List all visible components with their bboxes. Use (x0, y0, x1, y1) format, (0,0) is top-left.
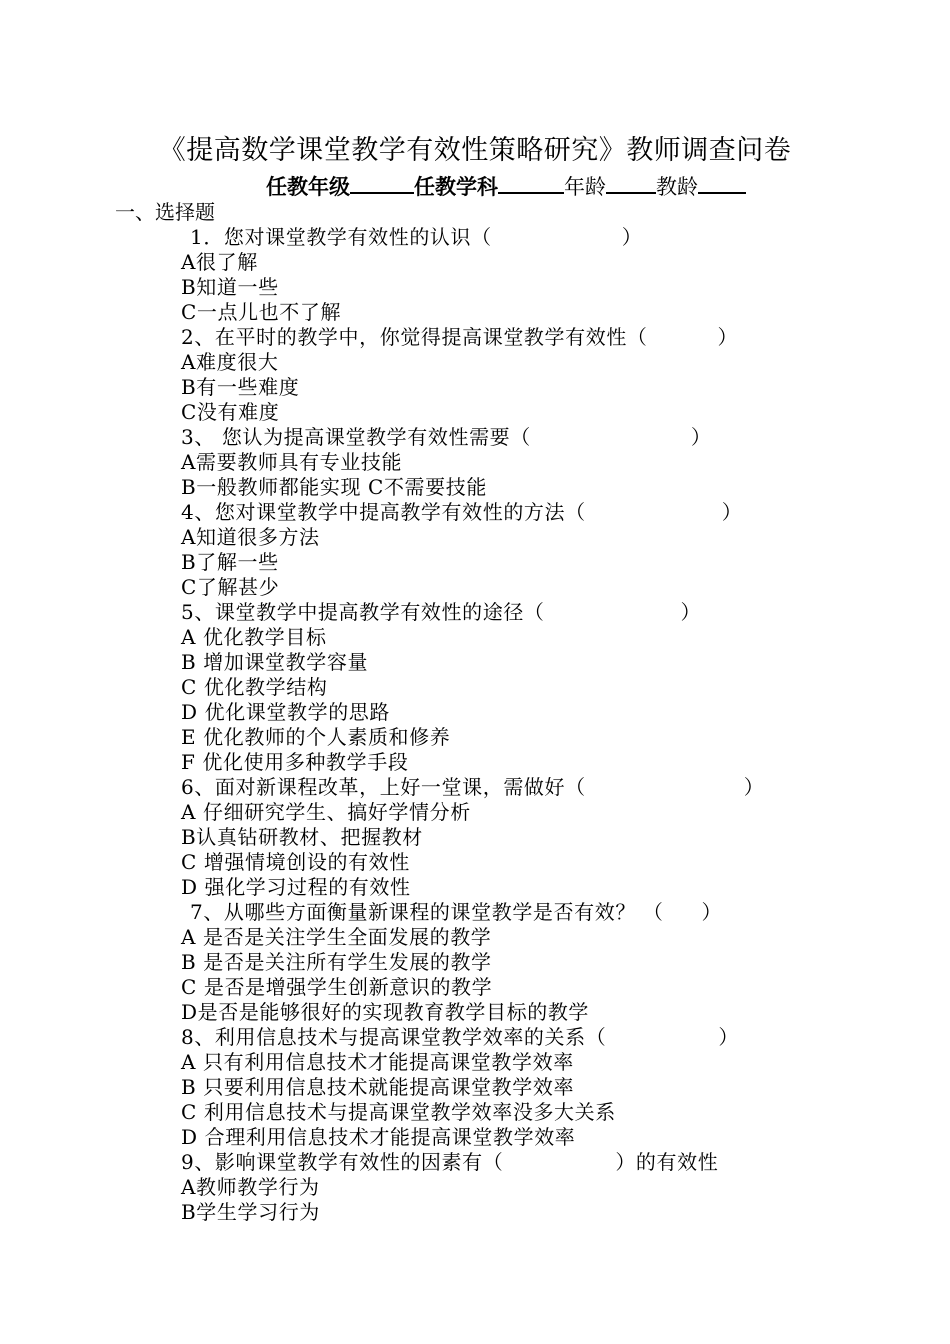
question-text: 1．您对课堂教学有效性的认识（ (190, 225, 492, 249)
subject-blank[interactable] (498, 171, 564, 194)
question-text: 6、面对新课程改革，上好一堂课，需做好（ (181, 775, 586, 799)
question-4 (181, 500, 742, 524)
question-text: 9、影响课堂教学有效性的因素有（ (181, 1150, 504, 1174)
document-title: 《提高数学课堂教学有效性策略研究》教师调查问卷 (158, 135, 792, 166)
teacher-info-line (266, 171, 746, 203)
answer-paren-close: ） (743, 775, 765, 799)
option: A 只有利用信息技术才能提高课堂教学效率 (181, 1050, 574, 1074)
option: D是否是能够很好的实现教育教学目标的教学 (181, 1000, 590, 1024)
option: B认真钻研教材、把握教材 (181, 825, 423, 849)
subject-label: 任教学科 (414, 175, 498, 199)
question-9 (181, 1150, 718, 1174)
option: E 优化教师的个人素质和修养 (181, 725, 451, 749)
question-text: 3、 您认为提高课堂教学有效性需要（ (181, 425, 531, 449)
question-1 (190, 225, 642, 249)
question-3 (181, 425, 712, 449)
option: B知道一些 (181, 275, 279, 299)
option: C没有难度 (181, 400, 280, 424)
option: D 优化课堂教学的思路 (181, 700, 390, 724)
section-heading: 一、选择题 (115, 200, 215, 224)
option: C 是否是增强学生创新意识的教学 (181, 975, 493, 999)
option: A知道很多方法 (181, 525, 320, 549)
option: C 增强情境创设的有效性 (181, 850, 410, 874)
option: D 合理利用信息技术才能提高课堂教学效率 (181, 1125, 576, 1149)
option: A 仔细研究学生、搞好学情分析 (181, 800, 471, 824)
question-text: 5、课堂教学中提高教学有效性的途径（ (181, 600, 545, 624)
option: B 是否是关注所有学生发展的教学 (181, 950, 492, 974)
option: D 强化学习过程的有效性 (181, 875, 411, 899)
question-text: 7、从哪些方面衡量新课程的课堂教学是否有效？ （ (190, 900, 664, 924)
answer-paren-close: ） (621, 225, 643, 249)
question-text: 4、您对课堂教学中提高教学有效性的方法（ (181, 500, 586, 524)
option: B 增加课堂教学容量 (181, 650, 369, 674)
teaching-years-label: 教龄 (656, 175, 698, 199)
answer-paren-close: ） (690, 425, 712, 449)
option: B一般教师都能实现 C不需要技能 (181, 475, 487, 499)
grade-label: 任教年级 (266, 175, 350, 199)
answer-paren-close: ） (680, 600, 702, 624)
option: A教师教学行为 (181, 1175, 320, 1199)
answer-paren-close: ） (718, 1025, 739, 1049)
question-text: 2、在平时的教学中，你觉得提高课堂教学有效性（ (181, 325, 648, 349)
answer-paren-close: ）的有效性 (615, 1150, 719, 1174)
option: C 利用信息技术与提高课堂教学效率没多大关系 (181, 1100, 616, 1124)
option: A难度很大 (181, 350, 279, 374)
question-2 (181, 325, 738, 349)
answer-paren-close: ） (717, 325, 739, 349)
option: C 优化教学结构 (181, 675, 328, 699)
question-5 (181, 600, 701, 624)
answer-paren-close: ） (701, 900, 723, 924)
option: A需要教师具有专业技能 (181, 450, 403, 474)
option: A 是否是关注学生全面发展的教学 (181, 925, 492, 949)
teaching-years-blank[interactable] (698, 171, 746, 194)
answer-paren-close: ） (721, 500, 743, 524)
grade-blank[interactable] (350, 171, 414, 194)
age-blank[interactable] (606, 171, 656, 194)
question-7 (190, 900, 722, 924)
option: F 优化使用多种教学手段 (181, 750, 409, 774)
option: B有一些难度 (181, 375, 300, 399)
question-8 (181, 1025, 739, 1049)
option: C了解甚少 (181, 575, 280, 599)
question-text: 8、利用信息技术与提高课堂教学效率的关系（ (181, 1025, 607, 1049)
option: A很了解 (181, 250, 258, 274)
option: A 优化教学目标 (181, 625, 327, 649)
question-6 (181, 775, 764, 799)
option: C一点儿也不了解 (181, 300, 342, 324)
option: B 只要利用信息技术就能提高课堂教学效率 (181, 1075, 575, 1099)
option: B学生学习行为 (181, 1200, 320, 1224)
age-label: 年龄 (564, 175, 606, 199)
option: B了解一些 (181, 550, 279, 574)
